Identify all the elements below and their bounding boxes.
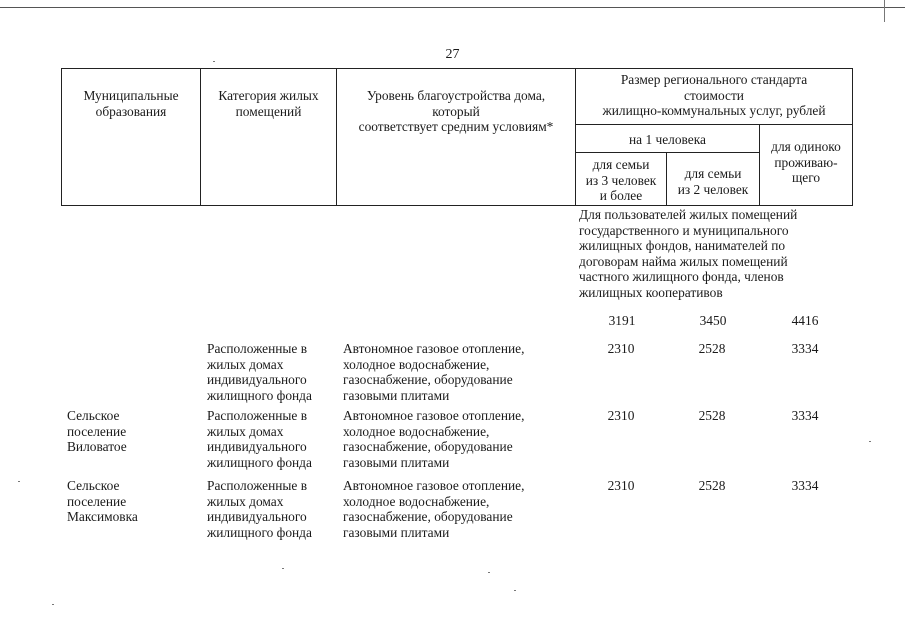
users-note: Для пользователей жилых помещений государственного и муниципального жилищных фондов, нанимателей по договорам найма жилых помещений частного жилищного фонда, членов жилищных кооперативов	[579, 207, 798, 300]
header-single: для одиноко проживаю- щего	[771, 139, 841, 185]
scan-speck	[213, 61, 215, 62]
row-2-value-family3: 2310	[607, 408, 635, 423]
page-number: 27	[445, 47, 460, 62]
row-3-value-family2: 2528	[698, 478, 726, 493]
header-family-3: для семьи из 3 человек и более	[585, 157, 657, 203]
row-2-value-family2: 2528	[698, 408, 726, 423]
row-1-value-single: 3334	[791, 341, 819, 356]
scan-border-right	[884, 0, 885, 22]
header-amenities: Уровень благоустройства дома, который соответствует средним условиям*	[358, 88, 554, 134]
base-value-family3: 3191	[608, 313, 636, 328]
row-1-amenities: Автономное газовое отопление, холодное водоснабжение, газоснабжение, оборудование газовыми плитами	[343, 341, 525, 403]
divider	[575, 152, 759, 153]
row-1-value-family3: 2310	[607, 341, 635, 356]
row-3-value-family3: 2310	[607, 478, 635, 493]
scan-speck	[869, 441, 871, 442]
row-1-category: Расположенные в жилых домах индивидуального жилищного фонда	[207, 341, 312, 403]
header-per-person: на 1 человека	[629, 132, 706, 147]
base-value-family2: 3450	[699, 313, 727, 328]
scan-speck	[514, 590, 516, 591]
divider	[575, 124, 852, 125]
scan-speck	[488, 572, 490, 573]
header-family-2: для семьи из 2 человек	[677, 166, 749, 197]
row-2-municipality: Сельское поселение Виловатое	[67, 408, 127, 454]
scan-speck	[52, 604, 54, 605]
header-standard-size: Размер регионального стандарта стоимости жилищно-коммунальных услуг, рублей	[602, 72, 826, 118]
row-3-amenities: Автономное газовое отопление, холодное водоснабжение, газоснабжение, оборудование газовыми плитами	[343, 478, 525, 540]
row-3-value-single: 3334	[791, 478, 819, 493]
row-3-municipality: Сельское поселение Максимовка	[67, 478, 138, 524]
scan-speck	[18, 481, 20, 482]
header-category: Категория жилых помещений	[218, 88, 319, 119]
row-2-category: Расположенные в жилых домах индивидуального жилищного фонда	[207, 408, 312, 470]
scan-border-top	[0, 7, 905, 8]
header-municipalities: Муниципальные образования	[83, 88, 179, 119]
row-1-value-family2: 2528	[698, 341, 726, 356]
row-3-category: Расположенные в жилых домах индивидуального жилищного фонда	[207, 478, 312, 540]
scan-speck	[282, 568, 284, 569]
row-2-amenities: Автономное газовое отопление, холодное водоснабжение, газоснабжение, оборудование газовыми плитами	[343, 408, 525, 470]
table-header	[61, 68, 853, 206]
row-2-value-single: 3334	[791, 408, 819, 423]
base-value-single: 4416	[791, 313, 819, 328]
